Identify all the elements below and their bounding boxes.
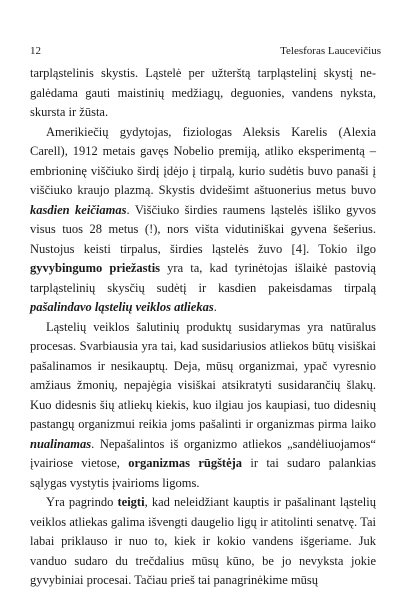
- running-header: [30, 44, 381, 58]
- bold-phrase: organizmas rūgštėja: [128, 456, 243, 470]
- text-run: Ląstelių veiklos šalutinių produktų susidarymas yra natūralus procesas. Svarbiausia yra tai, kad susidariusios atliekos būtų visiškai pašalinamos ir nesikauptų. Deja, mūsų organizmai, ypač vyresnio amžiaus žmonių, nepajėgia visiškai atsikratyti susidarančių šlakų. Kuo didesnis šių atliekų kiekis, kuo ilgiau jos kaupiasi, tuo didesnių pastangų organizmui reikia joms pašalinti ir organizmas pirma laiko: [30, 319, 376, 431]
- paragraph-4: [30, 493, 376, 591]
- paragraph-2: [30, 123, 376, 318]
- text-run: ir tai sudaro palankias sąlygas vystytis įvairioms ligoms.: [30, 456, 376, 490]
- paragraph-1: [30, 64, 376, 123]
- text-run: . Viščiuko širdies raumens ląstelės išliko gyvos visus tuos 28 metus (!), nors višta vidutiniškai gyvena šešerius. Nustojus keisti tirpalus, širdies ląstelės žuvo [4]. Tokio ilgo: [30, 202, 376, 256]
- bold-italic-phrase: pašalindavo ląstelių veiklos atliekas: [30, 300, 214, 314]
- paragraph-3: [30, 318, 376, 494]
- body-text: [30, 64, 376, 591]
- text-run: .: [213, 300, 217, 314]
- text-run: Yra pagrindo: [46, 495, 118, 509]
- bold-phrase: gyvybingumo priežastis: [30, 261, 161, 275]
- text-run: yra ta, kad tyrinėtojas išlaikė pastovią tarpląstelinių skysčių sudėtį ir kasdien pakeisdamas tirpalą: [30, 261, 376, 295]
- running-title: Telesforas Laucevičius: [280, 45, 381, 57]
- text-run: . Nepašalintos iš organizmo atliekos „sandėliuojamos“ įvairiose vietose,: [30, 436, 376, 470]
- text-run: Amerikiečių gydytojas, fiziologas Aleksis Karelis (Alexia Carell), 1912 metais gavęs Nobelio premiją, atliko eksperimentą – embrioninę viščiuko širdį įdėjo į tirpalą, kurio sudėtis buvo panaši į viščiuko kraujo plazmą. Skystis dvidešimt aštuonerius metus buvo: [30, 124, 376, 197]
- text-run: , kad neleidžiant kauptis ir pašalinant ląstelių veiklos atliekas galima išvengti daugelio ligų ir atitolinti senatvę. Tai labai priklauso ir nuo to, kiek ir kokio vandens išgeriame. Juk vanduo sudaro du trečdalius mūsų kūno, be jo nevyksta jokie gyvybiniai procesai. Tačiau prieš tai panagrinėkime mūsų: [30, 495, 377, 587]
- bold-phrase: teigti: [117, 495, 145, 509]
- page-number: 12: [30, 45, 41, 57]
- text-run: tarpląstelinis skystis. Ląstelė per užterštą tarpląstelinį skystį negalėdama gauti maistinių medžiagų, deguonies, vandens nyksta, skursta ir žūsta.: [30, 66, 376, 119]
- bold-italic-phrase: nualinamas: [30, 436, 92, 451]
- bold-italic-phrase: kasdien keičiamas: [30, 202, 127, 217]
